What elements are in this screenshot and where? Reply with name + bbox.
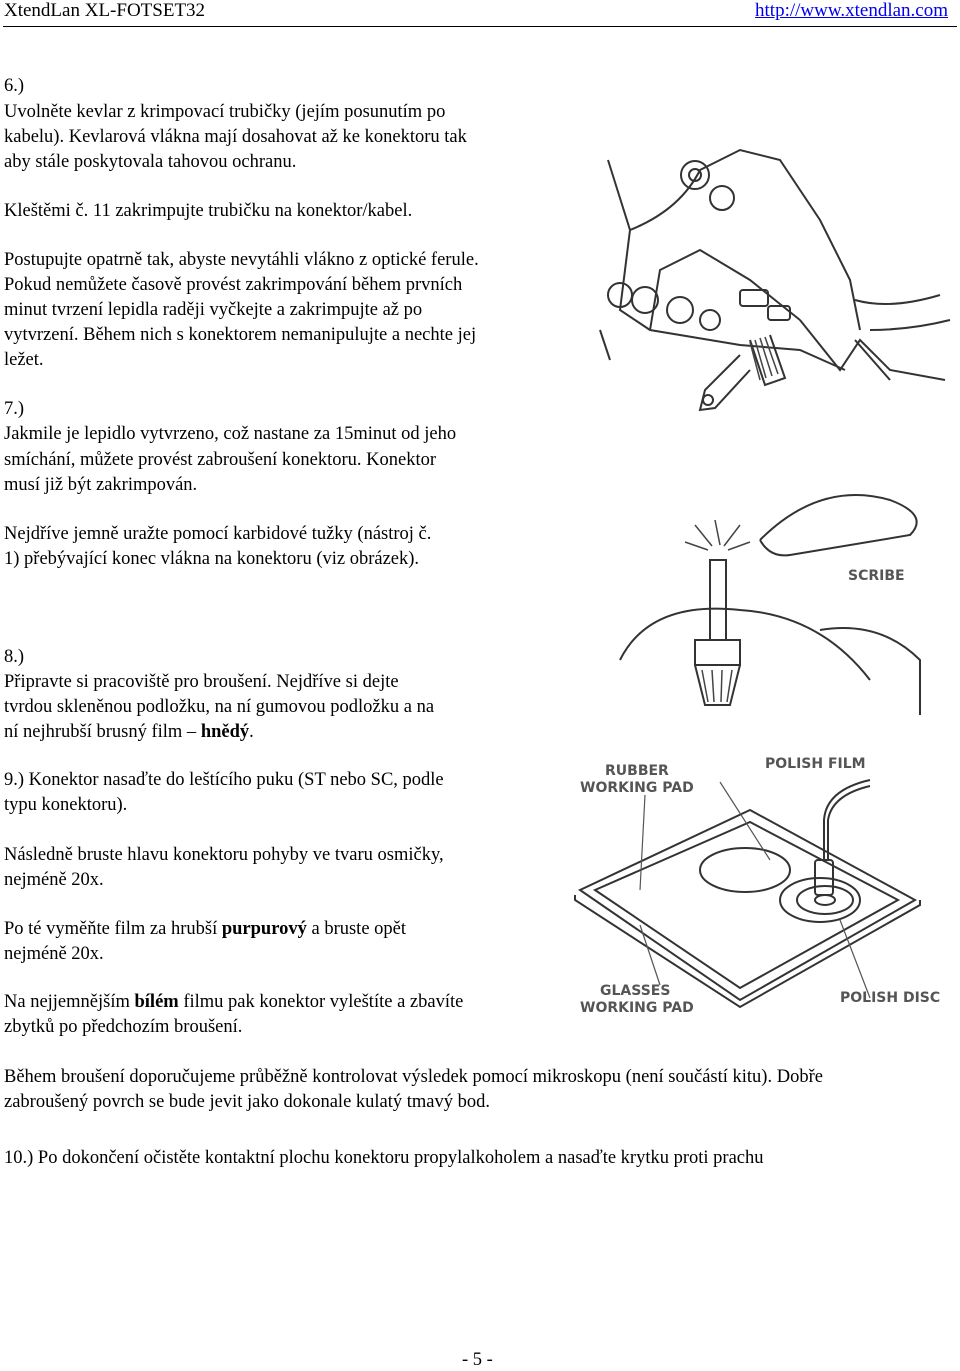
- step-8-number: 8.): [4, 647, 25, 667]
- step-7-scribe-2: 1) přebývající konec vlákna na konektoru (viz obrázek).: [4, 549, 420, 569]
- step-9-line-1: 9.) Konektor nasaďte do leštícího puku (ST nebo SC, podle: [4, 770, 444, 790]
- step-9-final-2: zbytků po předchozím broušení.: [4, 1017, 243, 1037]
- step-6-care-3: minut tvrzení lepidla raději vyčkejte a zakrimpujte až po: [4, 300, 423, 320]
- note-line-1: Během broušení doporučujeme průběžně kontrolovat výsledek pomocí mikroskopu (není součástí kitu). Dobře: [4, 1067, 823, 1087]
- note-line-2: zabroušený povrch se bude jevit jako dokonale kulatý tmavý bod.: [4, 1092, 491, 1112]
- header-divider: [3, 26, 957, 27]
- step-10: 10.) Po dokončení očistěte kontaktní plochu konektoru propylalkoholem a nasaďte krytku proti prachu: [4, 1148, 764, 1168]
- step-6-line-2: kabelu). Kevlarová vlákna mají dosahovat až ke konektoru tak: [4, 127, 467, 147]
- scribe-figure: [590, 480, 960, 720]
- step-8-line-3-post: .: [249, 722, 254, 742]
- purple-film-emphasis: purpurový: [221, 919, 307, 939]
- step-9-film-1: [4, 917, 564, 942]
- step-9-final-1: [4, 990, 564, 1015]
- step-6-line-1: Uvolněte kevlar z krimpovací trubičky (jejím posunutím po: [4, 102, 446, 122]
- crimp-tool-figure: [590, 130, 960, 430]
- step-7-line-3: musí již být zakrimpován.: [4, 475, 198, 495]
- glasses-label: GLASSES: [600, 983, 671, 999]
- step-9-film-2: nejméně 20x.: [4, 944, 104, 964]
- website-link[interactable]: http://www.xtendlan.com: [755, 0, 948, 21]
- polish-film-label: POLISH FILM: [765, 756, 866, 772]
- step-7-scribe-1: Nejdříve jemně uražte pomocí karbidové tužky (nástroj č.: [4, 524, 432, 544]
- step-8-line-2: tvrdou skleněnou podložku, na ní gumovou podložku a na: [4, 697, 435, 717]
- document-title: XtendLan XL-FOTSET32: [4, 0, 206, 21]
- rubber-label: RUBBER: [605, 763, 669, 779]
- glasses-working-pad-label: WORKING PAD: [580, 1000, 694, 1016]
- polish-disc-label: POLISH DISC: [840, 990, 941, 1006]
- step-7-number: 7.): [4, 399, 25, 419]
- step-9-final-pre: Na nejjemnějším: [4, 992, 135, 1012]
- step-6-crimp: Kleštěmi č. 11 zakrimpujte trubičku na konektor/kabel.: [4, 201, 413, 221]
- step-7-line-1: Jakmile je lepidlo vytvrzeno, což nastane za 15minut od jeho: [4, 424, 457, 444]
- scribe-label: SCRIBE: [848, 568, 905, 584]
- step-6-care-4: vytvrzení. Během nich s konektorem nemanipulujte a nechte jej: [4, 325, 477, 345]
- step-9-film-pre: Po té vyměňte film za hrubší: [4, 919, 222, 939]
- step-7-line-2: smíchání, můžete provést zabroušení konektoru. Konektor: [4, 450, 437, 470]
- step-8-line-1: Připravte si pracoviště pro broušení. Nejdříve si dejte: [4, 672, 399, 692]
- step-9-line-2: typu konektoru).: [4, 795, 128, 815]
- step-6-line-3: aby stále poskytovala tahovou ochranu.: [4, 152, 297, 172]
- step-9-film-post: a bruste opět: [306, 919, 407, 939]
- step-8-line-3-pre: ní nejhrubší brusný film –: [4, 722, 201, 742]
- step-6-number: 6.): [4, 76, 25, 96]
- polishing-figure: [570, 750, 955, 1035]
- step-9-grind-1: Následně bruste hlavu konektoru pohyby ve tvaru osmičky,: [4, 845, 444, 865]
- page-number: - 5 -: [462, 1350, 493, 1370]
- rubber-working-pad-label: WORKING PAD: [580, 780, 694, 796]
- step-9-final-post: filmu pak konektor vyleštíte a zbavíte: [178, 992, 464, 1012]
- white-film-emphasis: bílém: [134, 992, 179, 1012]
- brown-film-emphasis: hnědý: [200, 722, 250, 742]
- step-8-line-3: [4, 720, 564, 745]
- step-9-grind-2: nejméně 20x.: [4, 870, 104, 890]
- step-6-care-5: ležet.: [4, 350, 44, 370]
- step-6-care-2: Pokud nemůžete časově provést zakrimpování během prvních: [4, 275, 463, 295]
- step-6-care-1: Postupujte opatrně tak, abyste nevytáhli vlákno z optické ferule.: [4, 250, 479, 270]
